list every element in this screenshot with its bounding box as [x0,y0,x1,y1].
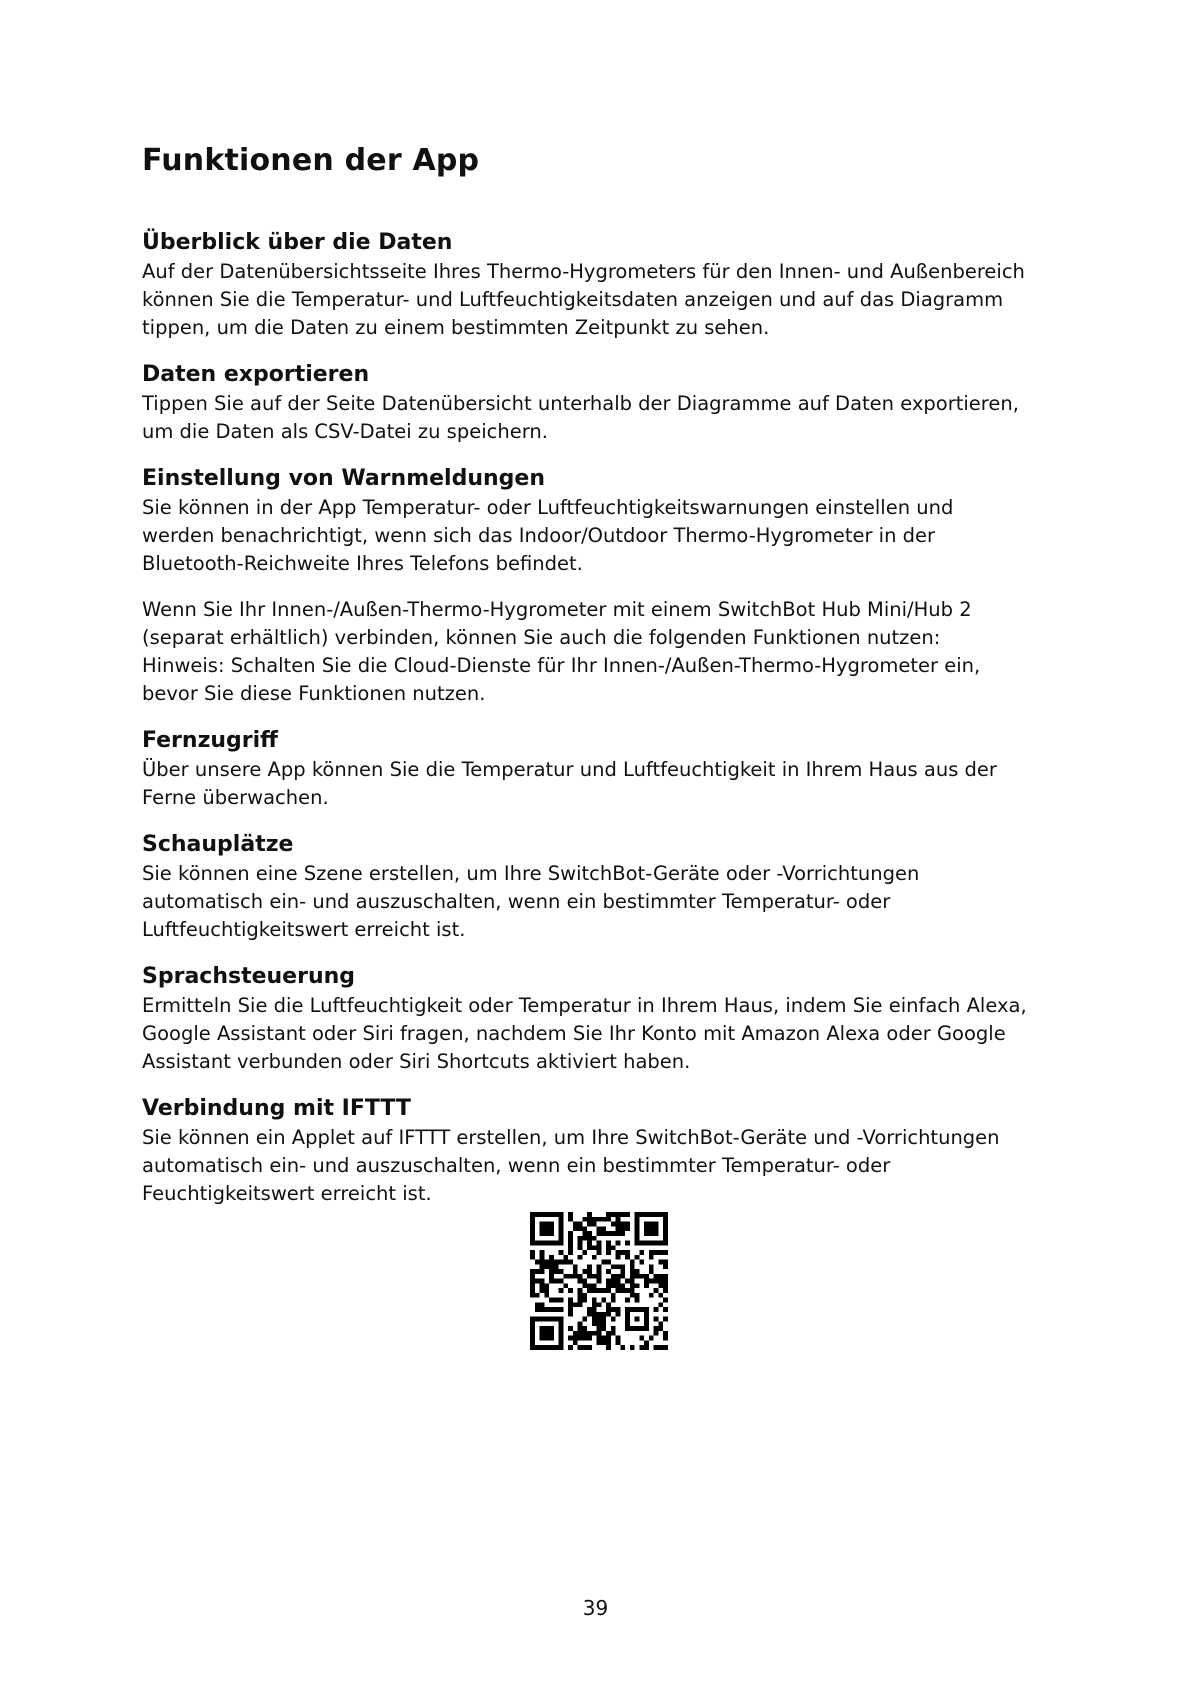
section-text: Sie können eine Szene erstellen, um Ihre SwitchBot-Geräte oder -Vorrichtungen automatisch ein- und auszuschalten, wenn ein bestimmter Temperatur- oder Luftfeuchtigkeitswert erreicht ist. [142,862,920,941]
section-scenes [142,830,1072,944]
section-heading: Sprachsteuerung [142,964,356,989]
section-heading: Überblick über die Daten [142,230,453,255]
section-text: Über unsere App können Sie die Temperatur und Luftfeuchtigkeit in Ihrem Haus aus der Ferne überwachen. [142,758,997,809]
section-text: Tippen Sie auf der Seite Datenübersicht unterhalb der Diagramme auf Daten exportieren, um die Daten als CSV-Datei zu speichern. [142,392,1019,443]
section-heading: Einstellung von Warnmeldungen [142,466,545,491]
page-number: 39 [582,1596,609,1620]
page-content [142,138,1072,1226]
section-text: Sie können in der App Temperatur- oder Luftfeuchtigkeitswarnungen einstellen und werden benachrichtigt, wenn sich das Indoor/Outdoor Thermo-Hygrometer in der Bluetooth-Reichweite Ihres Telefons befindet. [142,496,954,575]
section-heading: Verbindung mit IFTTT [142,1096,411,1121]
section-text: Ermitteln Sie die Luftfeuchtigkeit oder Temperatur in Ihrem Haus, indem Sie einfach Alexa, Google Assistant oder Siri fragen, nachdem Sie Ihr Konto mit Amazon Alexa oder Google Assistant verbunden oder Siri Shortcuts aktiviert haben. [142,994,1027,1073]
qr-code-icon [530,1212,668,1350]
section-remote-access [142,726,1072,812]
section-alerts [142,464,1072,578]
section-data-overview [142,228,1072,342]
section-heading: Fernzugriff [142,728,278,753]
section-voice-control [142,962,1072,1076]
page-title: Funktionen der App [142,143,480,178]
section-text: Sie können ein Applet auf IFTTT erstellen, um Ihre SwitchBot-Geräte und -Vorrichtungen automatisch ein- und auszuschalten, wenn ein bestimmter Temperatur- oder Feuchtigkeitswert erreicht ist. [142,1126,1000,1205]
section-heading: Schauplätze [142,832,294,857]
section-text: Auf der Datenübersichtsseite Ihres Thermo-Hygrometers für den Innen- und Außenbereich können Sie die Temperatur- und Luftfeuchtigkeitsdaten anzeigen und auf das Diagramm tippen, um die Daten zu einem bestimmten Zeitpunkt zu sehen. [142,260,1025,339]
section-export-data [142,360,1072,446]
section-heading: Daten exportieren [142,362,370,387]
section-ifttt [142,1094,1072,1208]
hub-note: Wenn Sie Ihr Innen-/Außen-Thermo-Hygrometer mit einem SwitchBot Hub Mini/Hub 2 (separat erhältlich) verbinden, können Sie auch die folgenden Funktionen nutzen: Hinweis: Schalten Sie die Cloud-Dienste für Ihr Innen-/Außen-Thermo-Hygrometer ein, bevor Sie diese Funktionen nutzen. [142,598,981,705]
